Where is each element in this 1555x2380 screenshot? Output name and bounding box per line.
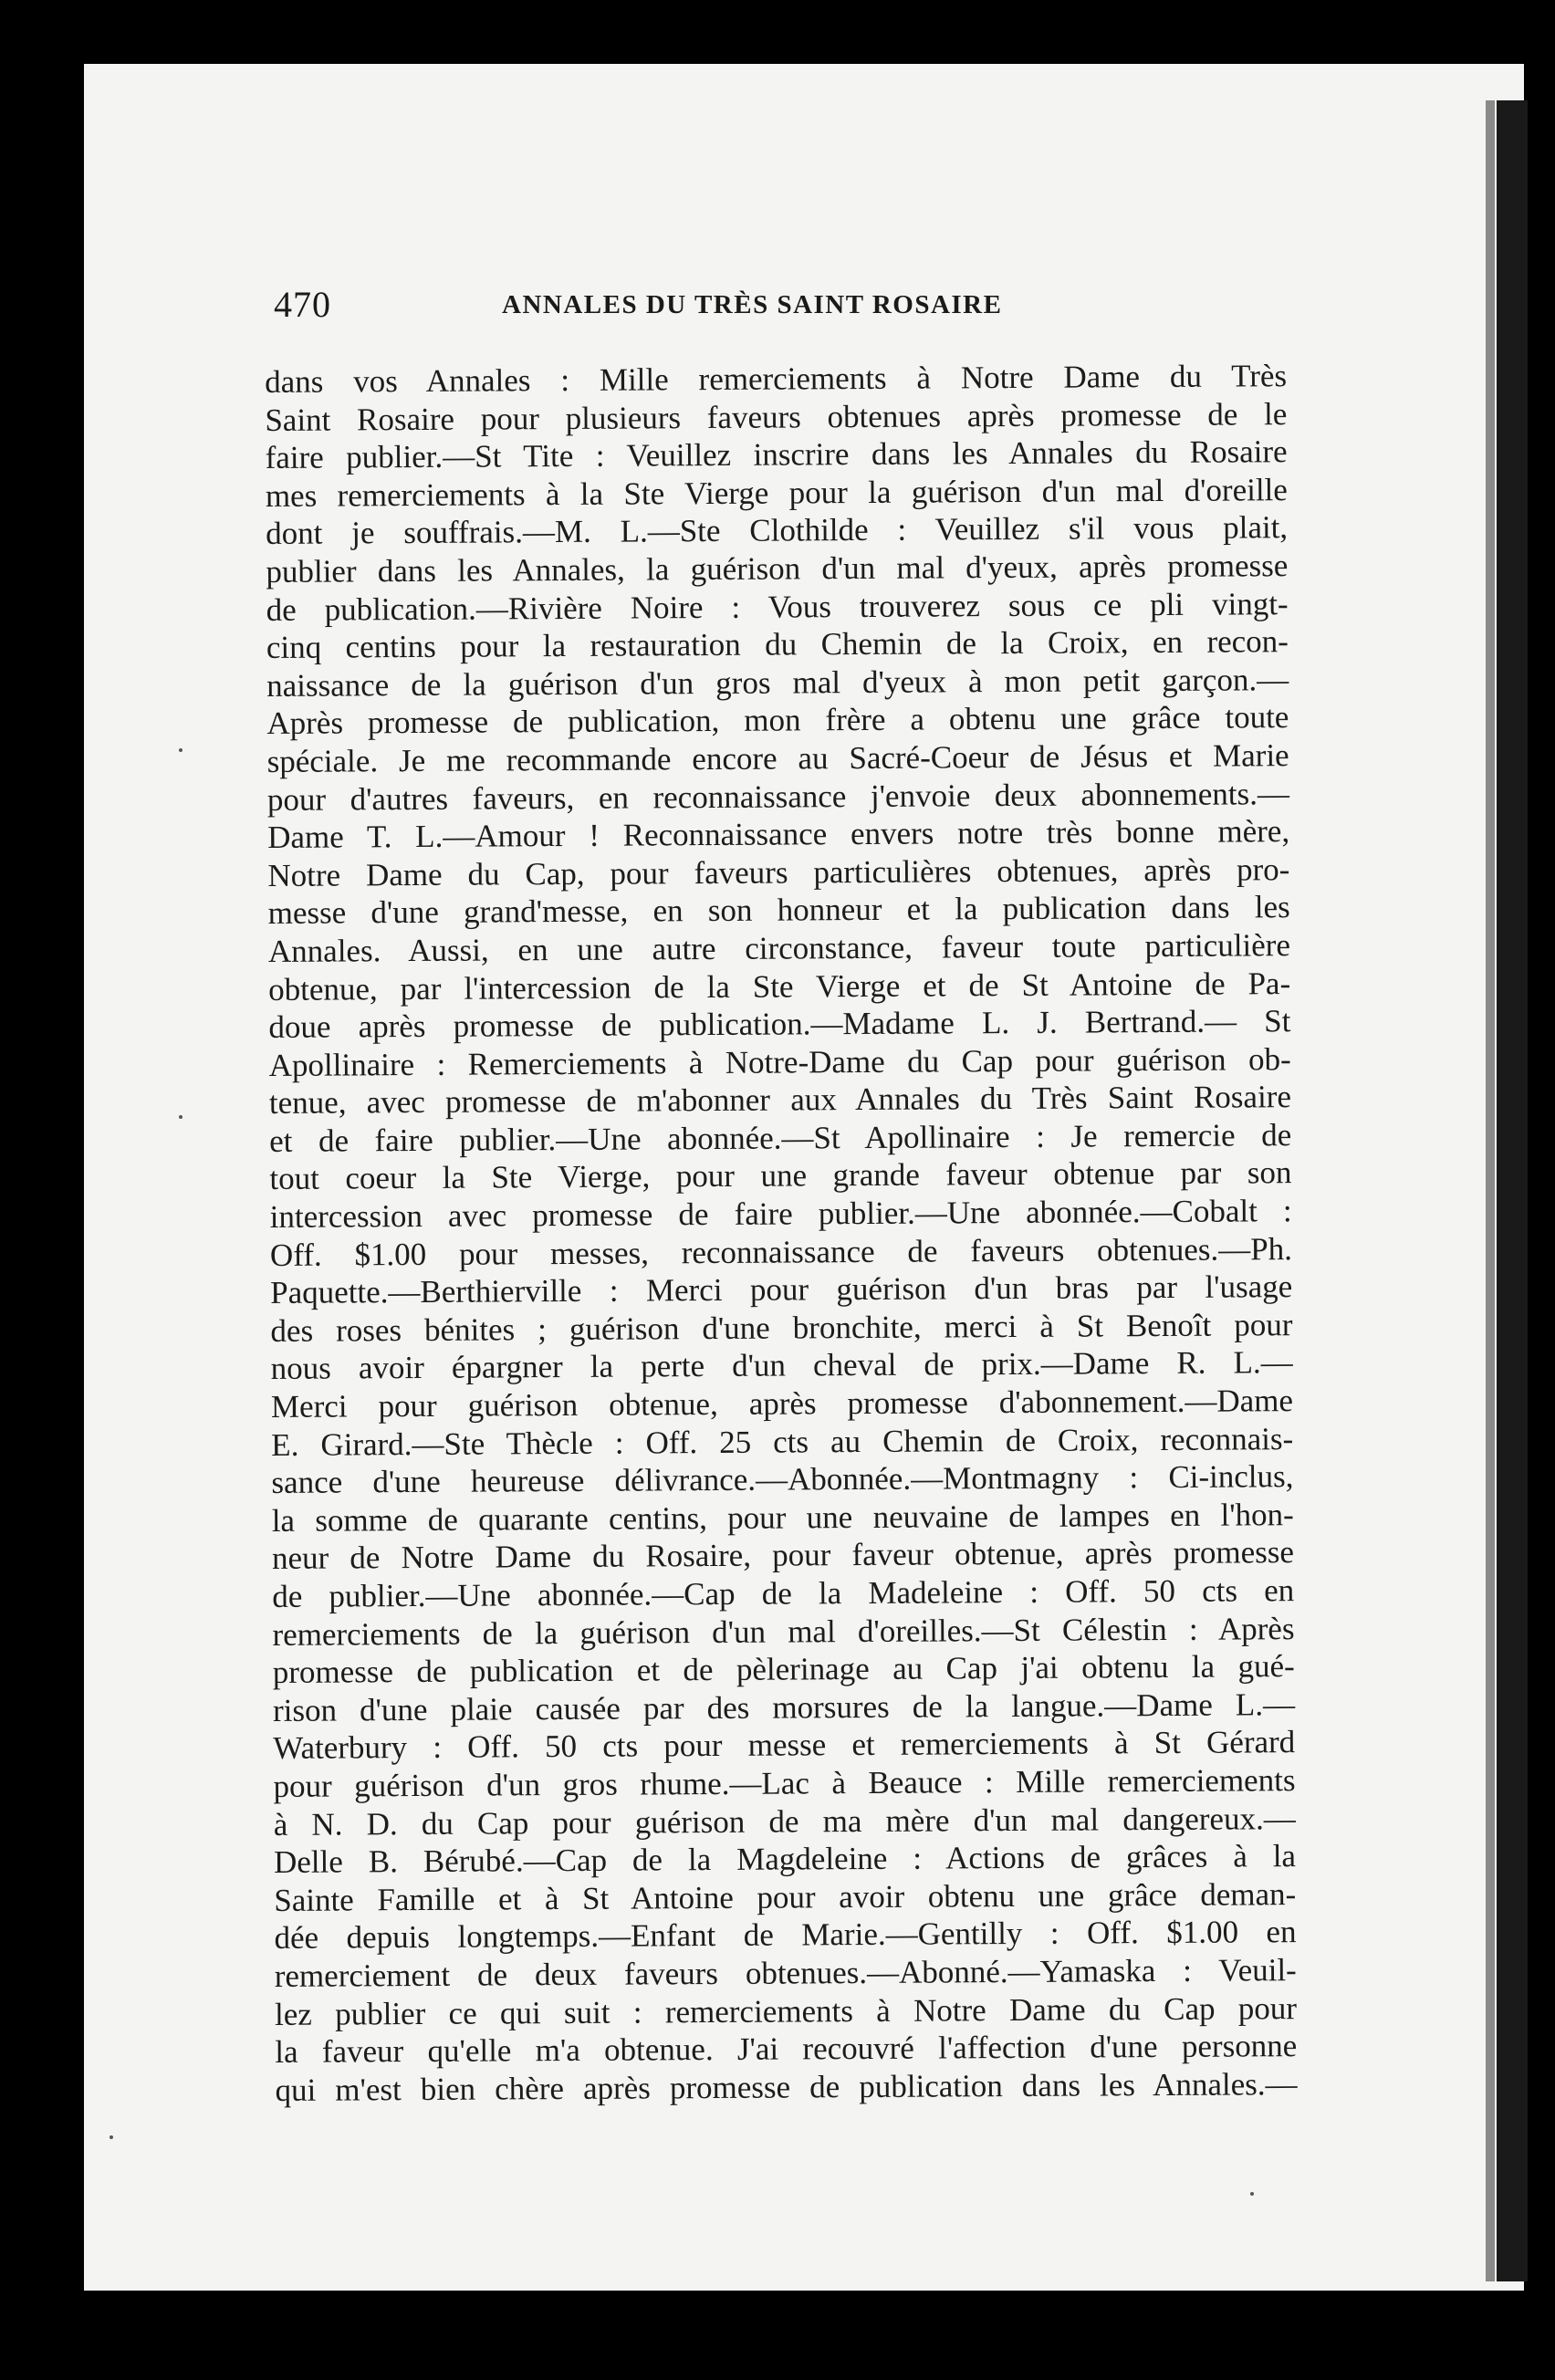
text-line: intercession avec promesse de faire publier.—Une abonnée.—Cobalt : xyxy=(269,1193,1292,1236)
text-line: Après promesse de publication, mon frère a obtenu une grâce toute xyxy=(266,699,1289,742)
text-line: Merci pour guérison obtenue, après promesse d'abonnement.—Dame xyxy=(270,1383,1294,1425)
text-line: faire publier.—St Tite : Veuillez inscrire dans les Annales du Rosaire xyxy=(265,433,1288,476)
text-line: pour guérison d'un gros rhume.—Lac à Beauce : Mille remerciements xyxy=(273,1762,1296,1804)
text-line: spéciale. Je me recommande encore au Sacré-Coeur de Jésus et Marie xyxy=(266,737,1289,779)
text-line: obtenue, par l'intercession de la Ste Vierge et de St Antoine de Pa- xyxy=(268,965,1291,1007)
text-line: nous avoir épargner la perte d'un cheval de prix.—Dame R. L.— xyxy=(270,1344,1293,1387)
page-header xyxy=(274,283,1278,338)
text-line: Dame T. L.—Amour ! Reconnaissance envers notre très bonne mère, xyxy=(267,813,1290,856)
text-line: tenue, avec promesse de m'abonner aux Annales du Très Saint Rosaire xyxy=(268,1079,1292,1122)
text-line: et de faire publier.—Une abonnée.—St Apollinaire : Je remercie de xyxy=(269,1117,1292,1159)
running-title: ANNALES DU TRÈS SAINT ROSAIRE xyxy=(502,290,1003,319)
page-number: 470 xyxy=(274,284,331,325)
text-line: promesse de publication et de pèlerinage au Cap j'ai obtenu la gué- xyxy=(272,1648,1295,1691)
text-line: des roses bénites ; guérison d'une bronchite, merci à St Benoît pour xyxy=(270,1306,1293,1349)
text-line: neur de Notre Dame du Rosaire, pour faveur obtenue, après promesse xyxy=(271,1534,1295,1577)
text-line: Notre Dame du Cap, pour faveurs particulières obtenues, après pro- xyxy=(267,851,1290,893)
text-line: Paquette.—Berthierville : Merci pour guérison d'un bras par l'usage xyxy=(270,1268,1293,1311)
scan-speck xyxy=(110,2135,113,2139)
text-line: qui m'est bien chère après promesse de publication dans les Annales.— xyxy=(275,2065,1298,2108)
scan-speck xyxy=(179,748,183,752)
text-line: publier dans les Annales, la guérison d'un mal d'yeux, après promesse xyxy=(266,548,1289,590)
text-line: Off. $1.00 pour messes, reconnaissance de faveurs obtenues.—Ph. xyxy=(269,1230,1293,1273)
text-line: cinq centins pour la restauration du Chemin de la Croix, en recon- xyxy=(266,623,1289,666)
text-line: remerciement de deux faveurs obtenues.—Abonné.—Yamaska : Veuil- xyxy=(274,1952,1297,1994)
text-line: E. Girard.—Ste Thècle : Off. 25 cts au Chemin de Croix, reconnais- xyxy=(271,1420,1294,1463)
page-edge-shadow xyxy=(1486,100,1495,2281)
text-line: de publier.—Une abonnée.—Cap de la Madeleine : Off. 50 cts en xyxy=(272,1572,1295,1614)
book-spine-edge xyxy=(1497,100,1528,2281)
text-line: à N. D. du Cap pour guérison de ma mère d'un mal dangereux.— xyxy=(273,1800,1296,1842)
text-line: pour d'autres faveurs, en reconnaissance j'envoie deux abonnements.— xyxy=(266,775,1290,818)
text-line: Saint Rosaire pour plusieurs faveurs obtenues après promesse de le xyxy=(265,395,1288,438)
text-line: sance d'une heureuse délivrance.—Abonnée.—Montmagny : Ci-inclus, xyxy=(271,1458,1294,1501)
text-line: dont je souffrais.—M. L.—Ste Clothilde : Veuillez s'il vous plait, xyxy=(266,509,1289,552)
scan-speck xyxy=(179,1115,183,1119)
text-line: naissance de la guérison d'un gros mal d'yeux à mon petit garçon.— xyxy=(266,661,1289,704)
text-line: Delle B. Bérubé.—Cap de la Magdeleine : Actions de grâces à la xyxy=(273,1838,1297,1881)
text-line: de publication.—Rivière Noire : Vous trouverez sous ce pli vingt- xyxy=(266,585,1289,628)
text-line: Sainte Famille et à St Antoine pour avoir obtenu une grâce deman- xyxy=(274,1875,1297,1918)
text-line: tout coeur la Ste Vierge, pour une grande faveur obtenue par son xyxy=(269,1154,1292,1197)
text-line: dans vos Annales : Mille remerciements à Notre Dame du Très xyxy=(265,358,1288,400)
text-line: mes remerciements à la Ste Vierge pour la guérison d'un mal d'oreille xyxy=(265,471,1288,514)
text-line: la somme de quarante centins, pour une neuvaine de lampes en l'hon- xyxy=(271,1496,1294,1539)
text-line: dée depuis longtemps.—Enfant de Marie.—Gentilly : Off. $1.00 en xyxy=(274,1914,1297,1957)
text-line: Annales. Aussi, en une autre circonstance, faveur toute particulière xyxy=(267,927,1291,969)
text-line: Waterbury : Off. 50 cts pour messe et remerciements à St Gérard xyxy=(273,1724,1296,1767)
body-text xyxy=(265,357,1298,2152)
text-line: doue après promesse de publication.—Madame L. J. Bertrand.— St xyxy=(268,1003,1291,1046)
text-line: rison d'une plaie causée par des morsures de la langue.—Dame L.— xyxy=(272,1686,1296,1728)
text-line: lez publier ce qui suit : remerciements à Notre Dame du Cap pour xyxy=(274,1989,1298,2032)
text-line: messe d'une grand'messe, en son honneur et la publication dans les xyxy=(267,889,1290,932)
text-line: la faveur qu'elle m'a obtenue. J'ai recouvré l'affection d'une personne xyxy=(275,2028,1298,2071)
scan-speck xyxy=(1250,2192,1254,2196)
text-line: Apollinaire : Remerciements à Notre-Dame du Cap pour guérison ob- xyxy=(268,1040,1291,1083)
text-line: remerciements de la guérison d'un mal d'oreilles.—St Célestin : Après xyxy=(272,1610,1295,1653)
